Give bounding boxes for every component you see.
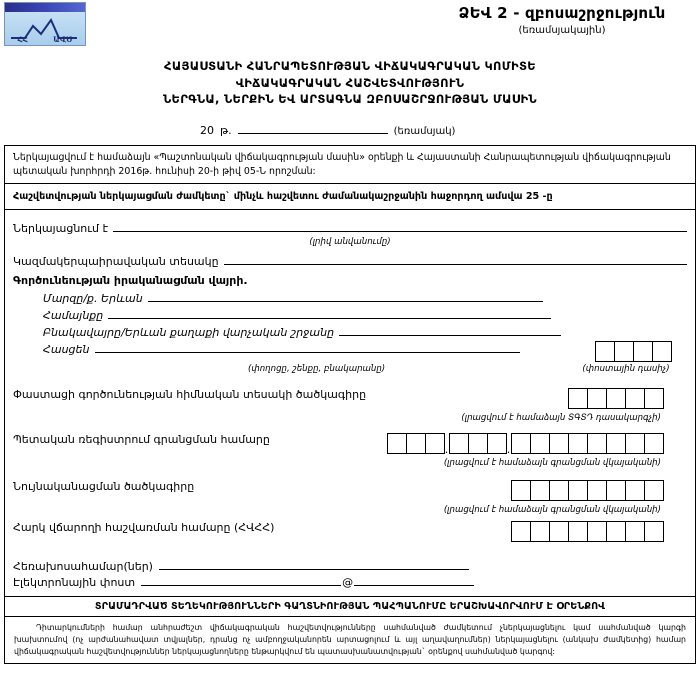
register-cell[interactable] [530,433,550,454]
activity-code-cell[interactable] [644,388,664,409]
state-register-row [13,433,687,457]
register-separator: . [506,443,511,457]
logo-text [5,35,85,44]
address-section-head: Գործունեության իրականացման վայրի. [13,274,248,288]
activity-code-label: Փաստացի գործունեության հիմնական տեսակի ծածկագիրը [13,388,367,402]
confidentiality-banner: ՏՐԱՄԱԴՐՎԱԾ ՏԵՂԵԿՈՒԹՅՈՒՆՆԵՐԻ ԳԱՂՏՆԻՈՒԹՅԱՆ ՊԱՀՊԱՆՈՒՄԸ ԵՐԱՇԽԱՎՈՐՎՈՒՄ Է ՕՐԵՆՔՈՎ [94,601,606,613]
penalty-footnote: Դիտարկումների համար անհրաժեշտ վիճակագրական հաշվետվությունները սահմանված ժամկետում չներկայացնելու կամ սահմանված կարգի խախտումով (ոչ արժանահավատ տվյալներ, դրանց ոչ ամբողջականորեն արտացոլում և այլ աղավաղումներ) ներկայացնելու (անկախ ժամկետից) համար վիճակագրական հաշվետվություններ ներկայացնողները ենթարկվում են պատասխանատվության` օրենքով սահմանված կարգով: [14,623,686,656]
address-settlement-row [43,324,687,339]
address-settlement-label: Բնակավայրը/Երևան քաղաքի վարչական շրջանը [43,326,335,340]
address-community-label: Համայնքը [43,309,104,323]
document-title [0,58,700,108]
identification-cell[interactable] [530,480,550,501]
postal-cell[interactable] [652,341,672,362]
postal-cell[interactable] [633,341,653,362]
email-user-input[interactable] [141,574,341,586]
register-cell[interactable] [449,433,469,454]
state-register-note: (լրացվում է համաձայն գրանցման վկայականի) [443,458,661,469]
page-header [0,0,700,48]
title-line-3: ՆԵՐԳՆԱ, ՆԵՐՔԻՆ ԵՎ ԱՐՏԱԳՆԱ ԶԲՈՍԱՇՐՋՈՒԹՅԱՆ ՄԱՍԻՆ [163,92,537,107]
register-cell[interactable] [606,433,626,454]
email-domain-input[interactable] [354,574,474,586]
register-cell[interactable] [487,433,507,454]
logo-text-right: ԱՎԾ [53,35,73,44]
identification-cell[interactable] [606,480,626,501]
register-cell[interactable] [468,433,488,454]
logo-top-bar [5,3,85,12]
legal-form-row [13,253,687,268]
register-cell[interactable] [549,433,569,454]
address-street-label: Հասցեն [43,343,90,357]
submitted-by-input[interactable] [113,220,687,232]
identification-code-row [13,480,687,501]
phone-label: Հեռախոսահամար(ներ) [13,560,153,574]
activity-code-boxes[interactable] [568,388,663,409]
taxpayer-number-row [13,521,687,542]
phone-row [13,558,687,573]
email-row [13,574,687,589]
phone-input[interactable] [159,558,469,570]
address-settlement-input[interactable] [339,324,561,336]
title-line-1: ՀԱՅԱՍՏԱՆԻ ՀԱՆՐԱՊԵՏՈՒԹՅԱՆ ՎԻՃԱԿԱԳՐԱԿԱՆ ԿՈՄԻՏԵ [164,59,536,73]
legal-notice: Ներկայացվում է համաձայն «Պաշտոնական վիճակագրության մասին» օրենքի և Հայաստանի Հանրապետության վիճակագրության պետական խորհրդի 2016թ. հունիսի 20-ի թիվ 05-Ն որոշման: [13,152,671,177]
identification-cell[interactable] [568,480,588,501]
address-caption: (փողոցը, շենքը, բնակարանը) [248,364,386,375]
taxpayer-cell[interactable] [549,521,569,542]
register-group-1[interactable] [387,433,444,454]
address-region-row [43,290,687,305]
submitted-by-label: Ներկայացնում է [13,222,109,236]
identification-code-boxes[interactable] [511,480,663,501]
address-street-row [13,341,687,362]
register-cell[interactable] [644,433,664,454]
at-symbol: @ [342,576,354,590]
form-body [4,145,696,664]
activity-code-cell[interactable] [606,388,626,409]
register-cell[interactable] [387,433,407,454]
state-register-label: Պետական ռեգիստրում գրանցման համարը [13,433,270,447]
register-cell[interactable] [587,433,607,454]
form-code-block [432,4,692,36]
address-street-inner [43,341,585,356]
address-street-input[interactable] [95,341,520,353]
postal-cell[interactable] [614,341,634,362]
year-prefix: 20 [200,124,214,138]
identification-cell[interactable] [625,480,645,501]
deadline-notice: Հաշվետվության ներկայացման ժամկետը` մինչև հաշվետու ժամանակաշրջանին հաջորդող ամսվա 25 -ը [13,191,553,203]
taxpayer-cell[interactable] [606,521,626,542]
quarter-caption: (եռամսյակ) [393,126,456,138]
identification-code-label: Նույնականացման ծածկագիրը [13,480,195,494]
postal-caption: (փոստային դասիչ) [582,364,670,375]
register-group-2[interactable] [449,433,506,454]
register-cell[interactable] [568,433,588,454]
title-line-2: ՎԻՃԱԿԱԳՐԱԿԱՆ ՀԱՇՎԵՏՎՈՒԹՅՈՒՆ [235,75,465,90]
activity-code-note: (լրացվում է համաձայն ՏԳՏԴ դասակարգչի) [461,413,661,424]
taxpayer-number-boxes[interactable] [511,521,663,542]
form-fields-area [5,210,695,596]
legal-form-input[interactable] [224,253,687,265]
address-region-input[interactable] [148,290,543,302]
identification-cell[interactable] [549,480,569,501]
identification-cell[interactable] [511,480,531,501]
postal-code-boxes[interactable] [595,341,671,362]
quarter-input[interactable] [238,122,388,134]
activity-code-cell[interactable] [568,388,588,409]
register-cell[interactable] [625,433,645,454]
taxpayer-cell[interactable] [644,521,664,542]
register-group-3[interactable] [511,433,663,454]
address-community-row [43,307,687,322]
address-region-label: Մարզը/ք. Երևան [43,292,143,306]
logo-text-left: ՀՀ [17,35,28,44]
submitted-by-row [13,220,687,235]
activity-code-cell[interactable] [625,388,645,409]
register-separator: . [444,443,449,457]
state-register-boxes[interactable] [387,433,663,457]
year-suffix: թ. [220,124,232,138]
register-cell[interactable] [511,433,531,454]
activity-code-cell[interactable] [587,388,607,409]
register-cell[interactable] [406,433,426,454]
identification-code-note: (լրացվում է համաձայն գրանցման վկայականի) [443,505,661,516]
taxpayer-cell[interactable] [625,521,645,542]
taxpayer-cell[interactable] [511,521,531,542]
email-label: Էլեկտրոնային փոստ [13,576,136,590]
address-captions-row [13,364,687,374]
report-date-row [0,122,700,137]
postal-cell[interactable] [595,341,615,362]
submitted-by-caption: (լրիվ անվանումը) [309,237,391,248]
taxpayer-cell[interactable] [530,521,550,542]
register-cell[interactable] [425,433,445,454]
armstat-logo [4,2,86,46]
taxpayer-cell[interactable] [587,521,607,542]
taxpayer-cell[interactable] [568,521,588,542]
address-community-input[interactable] [108,307,551,319]
form-period: (եռամսյակային) [518,25,606,36]
taxpayer-number-label: Հարկ վճարողի հաշվառման համարը (ՀՎՀՀ) [13,521,275,535]
legal-form-label: Կազմակերպաիրավական տեսակը [13,255,219,269]
form-code: ՁԵՎ 2 - զբոսաշրջություն [458,4,666,22]
activity-code-row [13,388,687,409]
identification-cell[interactable] [644,480,664,501]
identification-cell[interactable] [587,480,607,501]
